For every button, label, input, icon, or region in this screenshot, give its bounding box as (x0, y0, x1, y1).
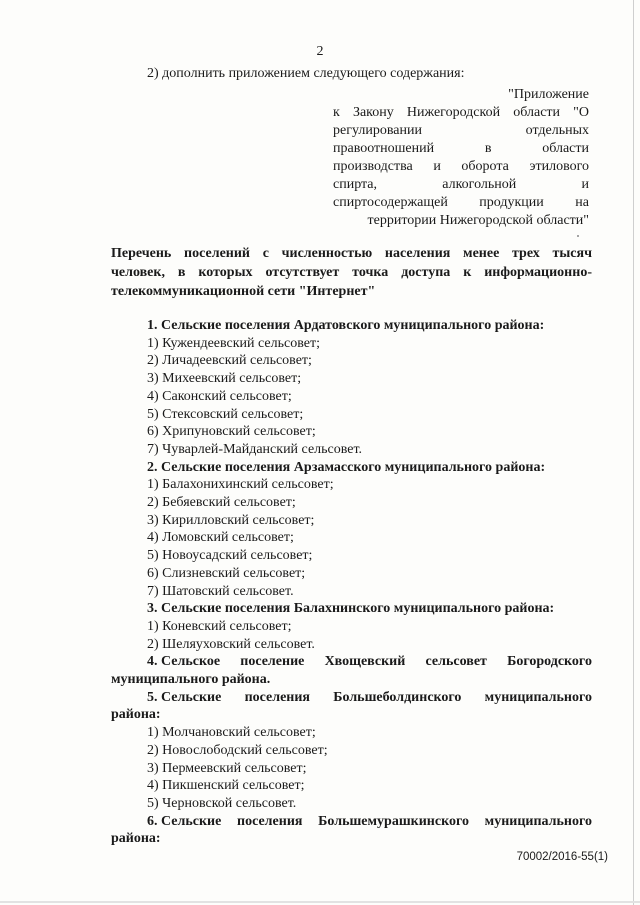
word: с (262, 246, 269, 261)
annex-line-1 (333, 104, 589, 122)
word: области (542, 141, 589, 156)
annex-line-3 (333, 140, 589, 158)
list-item: 2) Личадеевский сельсовет; (147, 353, 312, 369)
heading-line-3: телекоммуникационной сети "Интернет" (111, 284, 376, 299)
word: правоотношений (333, 141, 435, 156)
annex-title: "Приложение (508, 87, 589, 102)
word: и (433, 159, 441, 174)
word: численностью (281, 246, 373, 261)
list-item: 3) Кирилловский сельсовет; (147, 512, 315, 528)
list-item: 2) Шеляуховский сельсовет. (147, 636, 315, 652)
list-item: 5) Черновской сельсовет. (147, 795, 297, 811)
word: этилового (529, 159, 589, 174)
word: отсутствует (265, 265, 340, 280)
annex-header (333, 86, 589, 230)
section-title-line (111, 653, 592, 671)
word: трех (512, 246, 540, 261)
word: Богородского (507, 654, 592, 670)
word: продукции (479, 195, 544, 210)
list-item: 7) Чуварлей-Майданский сельсовет. (147, 441, 363, 457)
word: в (177, 265, 186, 280)
word: Большемурашкинского (318, 813, 469, 829)
section-title: 3. Сельские поселения Балахнинского муниципального района: (147, 601, 555, 617)
word: в (484, 141, 492, 156)
word: точка (352, 265, 389, 280)
list-item: 4) Ломовский сельсовет; (147, 530, 294, 546)
list-item: 3) Михеевский сельсовет; (147, 371, 302, 387)
annex-line-7: территории Нижегородской области" (367, 213, 589, 228)
word: "О (573, 105, 589, 120)
page-number: 2 (316, 44, 324, 59)
list-item: 4) Саконский сельсовет; (147, 388, 292, 404)
word: информационно- (484, 265, 592, 280)
word: спиртосодержащей (333, 195, 448, 210)
word: производства (333, 159, 413, 174)
section-title: 1. Сельские поселения Ардатовского муниципального района: (147, 318, 545, 333)
word: муниципального (484, 689, 592, 705)
settlement-list (111, 317, 592, 848)
section-title-line (111, 813, 592, 831)
document-code: 70002/2016-55(1) (516, 851, 608, 863)
word: которых (198, 265, 253, 280)
word: поселения (244, 689, 311, 705)
word: отдельных (525, 123, 589, 138)
word: Большеболдинского (333, 689, 462, 705)
list-item: 5) Стексовский сельсовет; (147, 406, 304, 422)
section-title-continuation: муниципального района. (111, 672, 271, 688)
word: доступа (401, 265, 451, 280)
list-item: 6) Слизневский сельсовет; (147, 565, 306, 581)
section-title-line (111, 689, 592, 707)
word: к (333, 105, 340, 120)
list-item: 1) Балахонихинский сельсовет; (147, 477, 334, 493)
word: 6. Сельские (147, 813, 222, 829)
list-item: 5) Новоусадский сельсовет; (147, 548, 313, 564)
annex-line-6 (333, 194, 589, 212)
word: регулировании (333, 123, 422, 138)
word: и (581, 177, 589, 192)
list-item: 3) Пермеевский сельсовет; (147, 760, 307, 776)
list-item: 1) Молчановский сельсовет; (147, 725, 316, 741)
list-item: 7) Шатовский сельсовет. (147, 583, 294, 599)
list-heading (111, 244, 592, 301)
list-item: 4) Пикшенский сельсовет; (147, 778, 305, 794)
word: сельсовет (425, 654, 487, 670)
heading-line-2 (111, 263, 592, 282)
word: поселения (237, 813, 303, 829)
word: спирта, (333, 177, 378, 192)
word: 4. Сельское (147, 654, 221, 670)
word: населения (384, 246, 451, 261)
word: области (513, 105, 561, 120)
list-item: 6) Хрипуновский сельсовет; (147, 424, 316, 440)
scan-bottom-edge (0, 901, 640, 903)
section-title: 2. Сельские поселения Арзамасского муниципального района: (147, 459, 546, 475)
heading-line-1 (111, 244, 592, 263)
section-title-continuation: района: (111, 707, 161, 723)
list-item: 2) Бебяевский сельсовет; (147, 495, 296, 511)
word: Перечень (111, 246, 172, 261)
list-item: 2) Новослободский сельсовет; (147, 742, 328, 758)
word: муниципального (484, 813, 592, 829)
word: Хвощевский (324, 654, 406, 670)
word: алкогольной (442, 177, 517, 192)
word: 5. Сельские (147, 689, 222, 705)
word: тысяч (552, 246, 592, 261)
annex-line-5 (333, 176, 589, 194)
word: оборота (461, 159, 509, 174)
word: менее (463, 246, 500, 261)
word: поселений (184, 246, 250, 261)
scan-edge-line (633, 0, 634, 905)
word: человек, (111, 265, 165, 280)
word: к (463, 265, 472, 280)
scan-speck (577, 235, 579, 237)
intro-text: 2) дополнить приложением следующего содержания: (147, 66, 465, 81)
annex-line-2 (333, 122, 589, 140)
list-item: 1) Коневский сельсовет; (147, 618, 292, 634)
word: на (575, 195, 589, 210)
list-item: 1) Кужендеевский сельсовет; (147, 335, 320, 351)
word: Нижегородской (406, 105, 501, 120)
word: поселение (240, 654, 305, 670)
annex-line-4 (333, 158, 589, 176)
section-title-continuation: района: (111, 831, 161, 847)
word: Закону (352, 105, 394, 120)
